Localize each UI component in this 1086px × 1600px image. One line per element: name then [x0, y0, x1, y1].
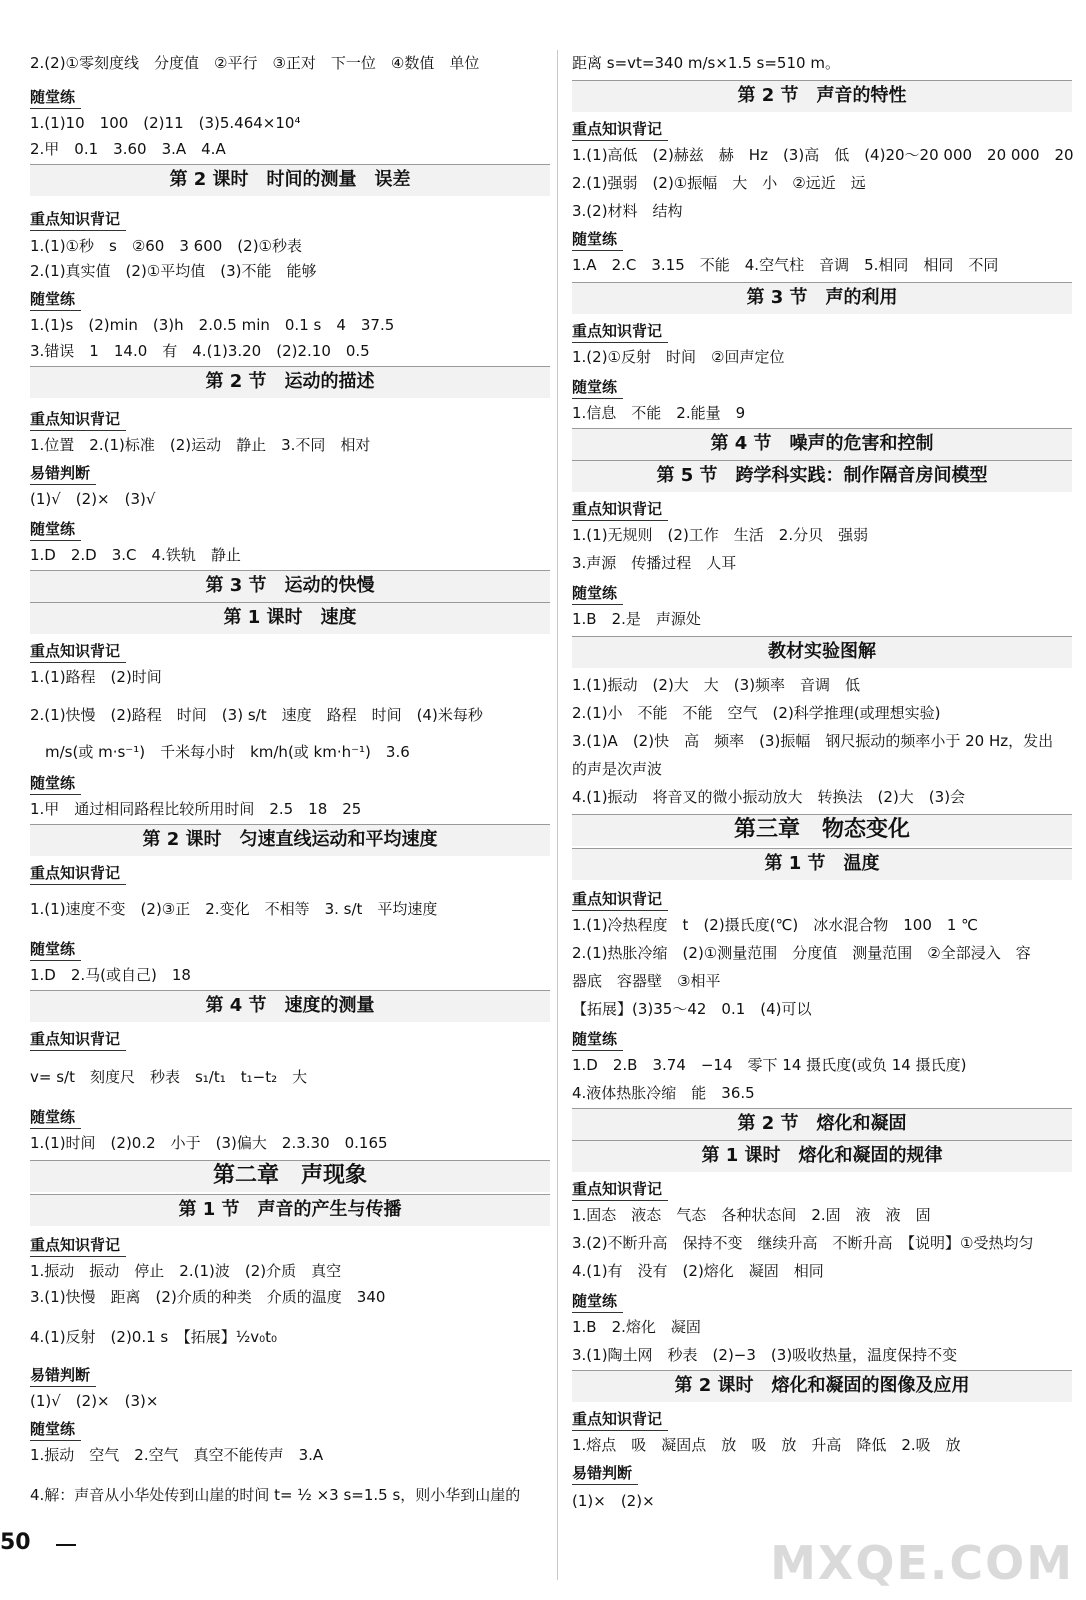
answer-line: 1.位置 2.(1)标准 (2)运动 静止 3.不同 相对: [30, 436, 371, 454]
section-title: 第 5 节 跨学科实践：制作隔音房间模型: [656, 465, 988, 486]
subsection-label: 随堂练: [572, 584, 618, 602]
subsection-label: 随堂练: [30, 88, 76, 106]
answer-line: 距离 s=vt=340 m/s×1.5 s=510 m。: [572, 54, 840, 72]
section-title: 第 1 节 声音的产生与传播: [178, 1199, 402, 1220]
subsection-label: 重点知识背记: [572, 322, 663, 340]
answer-line: 1.(1)冷热程度 t (2)摄氏度(℃) 冰水混合物 100 1 ℃: [572, 916, 979, 934]
subsection-label: 重点知识背记: [30, 642, 121, 660]
subsection-label: 重点知识背记: [572, 120, 663, 138]
subsection-label: 随堂练: [572, 230, 618, 248]
subsection-label: 随堂练: [572, 1030, 618, 1048]
section-title: 第 4 节 速度的测量: [205, 995, 375, 1016]
answer-line: v= s/t 刻度尺 秒表 s₁/t₁ t₁−t₂ 大: [30, 1068, 308, 1086]
answer-line: 4.(1)有 没有 (2)熔化 凝固 相同: [572, 1262, 824, 1280]
answer-line: 2.(1)小 不能 不能 空气 (2)科学推理(或理想实验): [572, 704, 941, 722]
subsection-label: 重点知识背记: [572, 1410, 663, 1428]
section-title: 第 1 课时 熔化和凝固的规律: [701, 1145, 943, 1166]
section-title: 第 2 节 运动的描述: [205, 371, 375, 392]
answer-line: 【拓展】(3)35～42 0.1 (4)可以: [572, 1000, 812, 1018]
page-number: 50: [0, 1530, 31, 1555]
section-title: 第 2 节 熔化和凝固: [737, 1113, 907, 1134]
section-title: 第 2 节 声音的特性: [737, 85, 907, 106]
subsection-label: 易错判断: [572, 1464, 633, 1482]
subsection-label: 随堂练: [572, 1292, 618, 1310]
subsection-label: 随堂练: [30, 1108, 76, 1126]
answer-line: 3.声源 传播过程 人耳: [572, 554, 737, 572]
answer-line: 1.振动 振动 停止 2.(1)波 (2)介质 真空: [30, 1262, 342, 1280]
chapter-title: 第二章 声现象: [212, 1163, 367, 1188]
answer-line: 1.D 2.D 3.C 4.铁轨 静止: [30, 546, 241, 564]
answer-line: 2.(2)①零刻度线 分度值 ②平行 ③正对 下一位 ④数值 单位: [30, 54, 480, 72]
section-title: 教材实验图解: [768, 641, 876, 662]
answer-line: 1.甲 通过相同路程比较所用时间 2.5 18 25: [30, 800, 362, 818]
subsection-label: 重点知识背记: [572, 1180, 663, 1198]
watermark-logo: MXQE.COM: [770, 1536, 1074, 1590]
answer-line: (1)√ (2)× (3)×: [30, 1392, 159, 1410]
answer-line: 2.(1)热胀冷缩 (2)①测量范围 分度值 测量范围 ②全部浸入 容: [572, 944, 1031, 962]
answer-line: 1.(1)高低 (2)赫兹 赫 Hz (3)高 低 (4)20～20 000 20 000 20: [572, 146, 1074, 164]
answer-line: (1)√ (2)× (3)√: [30, 490, 156, 508]
answer-line: 1.熔点 吸 凝固点 放 吸 放 升高 降低 2.吸 放: [572, 1436, 961, 1454]
chapter-title: 第三章 物态变化: [733, 817, 910, 842]
answer-line: m/s(或 m·s⁻¹) 千米每小时 km/h(或 km·h⁻¹) 3.6: [30, 743, 410, 761]
answer-line: 2.甲 0.1 3.60 3.A 4.A: [30, 140, 226, 158]
answer-line: 1.(1)10 100 (2)11 (3)5.464×10⁴: [30, 114, 301, 132]
section-title: 第 1 课时 速度: [223, 607, 357, 628]
answer-line: 1.(1)①秒 s ②60 3 600 (2)①秒表: [30, 237, 302, 255]
answer-line: 3.错误 1 14.0 有 4.(1)3.20 (2)2.10 0.5: [30, 342, 370, 360]
column-divider: [557, 50, 558, 1580]
answer-line: 2.(1)强弱 (2)①振幅 大 小 ②远近 远: [572, 174, 866, 192]
section-title: 第 3 节 运动的快慢: [205, 575, 375, 596]
answer-line: 3.(1)快慢 距离 (2)介质的种类 介质的温度 340: [30, 1288, 386, 1306]
answer-line: 3.(2)材料 结构: [572, 202, 683, 220]
subsection-label: 随堂练: [30, 774, 76, 792]
subsection-label: 随堂练: [30, 290, 76, 308]
answer-line: 1.D 2.马(或自己) 18: [30, 966, 191, 984]
answer-line: 4.液体热胀冷缩 能 36.5: [572, 1084, 755, 1102]
answer-line: 1.B 2.熔化 凝固: [572, 1318, 701, 1336]
answer-line: 1.(1)振动 (2)大 大 (3)频率 音调 低: [572, 676, 861, 694]
page-number-rule: [56, 1544, 76, 1546]
subsection-label: 易错判断: [30, 464, 91, 482]
subsection-label: 易错判断: [30, 1366, 91, 1384]
answer-line: 1.振动 空气 2.空气 真空不能传声 3.A: [30, 1446, 324, 1464]
section-title: 第 2 课时 匀速直线运动和平均速度: [142, 829, 438, 850]
subsection-label: 重点知识背记: [30, 1236, 121, 1254]
answer-line: 1.A 2.C 3.15 不能 4.空气柱 音调 5.相同 相同 不同: [572, 256, 999, 274]
subsection-label: 重点知识背记: [30, 410, 121, 428]
subsection-label: 重点知识背记: [30, 1030, 121, 1048]
answer-line: 2.(1)真实值 (2)①平均值 (3)不能 能够: [30, 262, 317, 280]
answer-line: 1.(1)时间 (2)0.2 小于 (3)偏大 2.3.30 0.165: [30, 1134, 388, 1152]
answer-line: 1.信息 不能 2.能量 9: [572, 404, 746, 422]
subsection-label: 随堂练: [572, 378, 618, 396]
answer-line: 的声是次声波: [572, 760, 663, 778]
section-title: 第 2 课时 时间的测量 误差: [169, 169, 411, 190]
subsection-label: 随堂练: [30, 520, 76, 538]
answer-line: 1.(1)无规则 (2)工作 生活 2.分贝 强弱: [572, 526, 869, 544]
subsection-label: 重点知识背记: [30, 210, 121, 228]
subsection-label: 随堂练: [30, 1420, 76, 1438]
section-title: 第 1 节 温度: [764, 853, 880, 874]
answer-line: 4.解：声音从小华处传到山崖的时间 t= ½ ×3 s=1.5 s，则小华到山崖的: [30, 1486, 521, 1504]
answer-line: 1.D 2.B 3.74 −14 零下 14 摄氏度(或负 14 摄氏度): [572, 1056, 967, 1074]
answer-line: 器底 容器壁 ③相平: [572, 972, 721, 990]
answer-line: 1.(1)s (2)min (3)h 2.0.5 min 0.1 s 4 37.5: [30, 316, 395, 334]
answer-line: 1.(2)①反射 时间 ②回声定位: [572, 348, 785, 366]
section-title: 第 3 节 声的利用: [746, 287, 898, 308]
answer-line: 3.(1)A (2)快 高 频率 (3)振幅 钢尺振动的频率小于 20 Hz，发出: [572, 732, 1054, 750]
subsection-label: 重点知识背记: [572, 890, 663, 908]
section-title: 第 4 节 噪声的危害和控制: [710, 433, 934, 454]
answer-line: 3.(2)不断升高 保持不变 继续升高 不断升高 【说明】①受热均匀: [572, 1234, 1034, 1252]
subsection-label: 重点知识背记: [30, 864, 121, 882]
answer-line: 4.(1)反射 (2)0.1 s 【拓展】½v₀t₀: [30, 1328, 278, 1346]
subsection-label: 随堂练: [30, 940, 76, 958]
answer-line: 1.固态 液态 气态 各种状态间 2.固 液 液 固: [572, 1206, 931, 1224]
section-title: 第 2 课时 熔化和凝固的图像及应用: [674, 1375, 970, 1396]
subsection-label: 重点知识背记: [572, 500, 663, 518]
answer-line: 1.B 2.是 声源处: [572, 610, 701, 628]
answer-line: 1.(1)速度不变 (2)③正 2.变化 不相等 3. s/t 平均速度: [30, 900, 438, 918]
answer-line: (1)× (2)×: [572, 1492, 655, 1510]
answer-line: 4.(1)振动 将音叉的微小振动放大 转换法 (2)大 (3)会: [572, 788, 966, 806]
answer-line: 1.(1)路程 (2)时间: [30, 668, 162, 686]
answer-line: 2.(1)快慢 (2)路程 时间 (3) s/t 速度 路程 时间 (4)米每秒: [30, 706, 483, 724]
answer-line: 3.(1)陶土网 秒表 (2)−3 (3)吸收热量，温度保持不变: [572, 1346, 958, 1364]
